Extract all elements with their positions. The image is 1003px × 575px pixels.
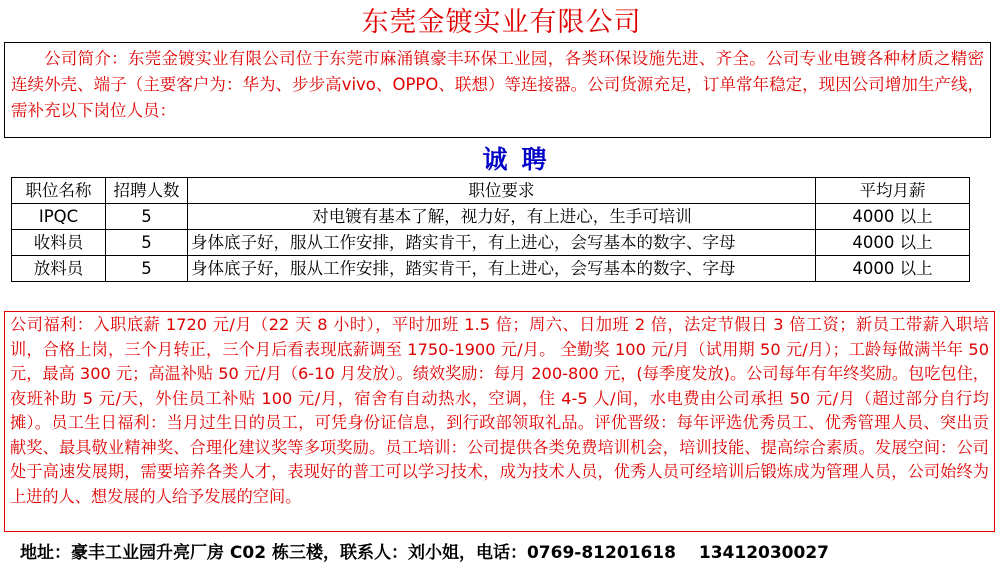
cell-requirement: 对电镀有基本了解，视力好，有上进心，生手可培训: [188, 204, 816, 230]
column-header-requirement: 职位要求: [188, 178, 816, 204]
column-header-count: 招聘人数: [106, 178, 188, 204]
jobs-table: [11, 177, 970, 282]
company-intro: 公司简介：东莞金镀实业有限公司位于东莞市麻涌镇豪丰环保工业园，各类环保设施先进、齐全。公司专业电镀各种材质之精密连续外壳、端子（主要客户为：华为、步步高vivo、OPPO、联想）等连接器。公司货源充足，订单常年稳定，现因公司增加生产线，需补充以下岗位人员：: [4, 42, 991, 138]
cell-count: 5: [106, 204, 188, 230]
column-header-position: 职位名称: [12, 178, 106, 204]
cell-salary: 4000 以上: [816, 204, 970, 230]
table-row: [12, 230, 970, 256]
benefits-text: 公司福利：入职底薪 1720 元/月（22 天 8 小时），平时加班 1.5 倍；周六、日加班 2 倍，法定节假日 3 倍工资；新员工带薪入职培训，合格上岗，三个月转正，三个月后看表现底薪调至 1750-1900 元/月。 全勤奖 100 元/月（试用期 50 元/月）；工龄每做满半年 50 元，最高 300 元；高温补贴 50 元/月（6-10 月发放）。绩效奖励：每月 200-800 元，(每季度发放)。公司每年有年终奖励。包吃包住，夜班补助 5 元/天，外住员工补贴 100 元/月，宿舍有自动热水，空调，住 4-5 人/间，水电费由公司承担 50 元/月（超过部分自行均摊）。员工生日福利：当月过生日的员工，可凭身份证信息，到行政部领取礼品。评优晋级：每年评选优秀员工、优秀管理人员、突出贡献奖、最具敬业精神奖、合理化建议奖等多项奖励。员工培训：公司提供各类免费培训机会，培训技能、提高综合素质。发展空间：公司处于高速发展期，需要培养各类人才，表现好的普工可以学习技术，成为技术人员，优秀人员可经培训后锻炼成为管理人员，公司始终为上进的人、想发展的人给予发展的空间。: [4, 311, 995, 532]
column-header-salary: 平均月薪: [816, 178, 970, 204]
cell-count: 5: [106, 230, 188, 256]
cell-salary: 4000 以上: [816, 230, 970, 256]
cell-position: 收料员: [12, 230, 106, 256]
table-row: [12, 204, 970, 230]
cell-count: 5: [106, 256, 188, 282]
table-row: [12, 256, 970, 282]
cell-position: 放料员: [12, 256, 106, 282]
cell-requirement: 身体底子好，服从工作安排，踏实肯干，有上进心，会写基本的数字、字母: [188, 256, 816, 282]
contact-info: 地址：豪丰工业园升亮厂房 C02 栋三楼，联系人：刘小姐，电话：0769-81201618 13412030027: [20, 543, 830, 563]
table-header-row: [12, 178, 970, 204]
cell-position: IPQC: [12, 204, 106, 230]
cell-salary: 4000 以上: [816, 256, 970, 282]
recruit-heading: 诚聘: [482, 145, 561, 174]
company-title: 东莞金镀实业有限公司: [361, 7, 642, 38]
cell-requirement: 身体底子好，服从工作安排，踏实肯干，有上进心，会写基本的数字、字母: [188, 230, 816, 256]
